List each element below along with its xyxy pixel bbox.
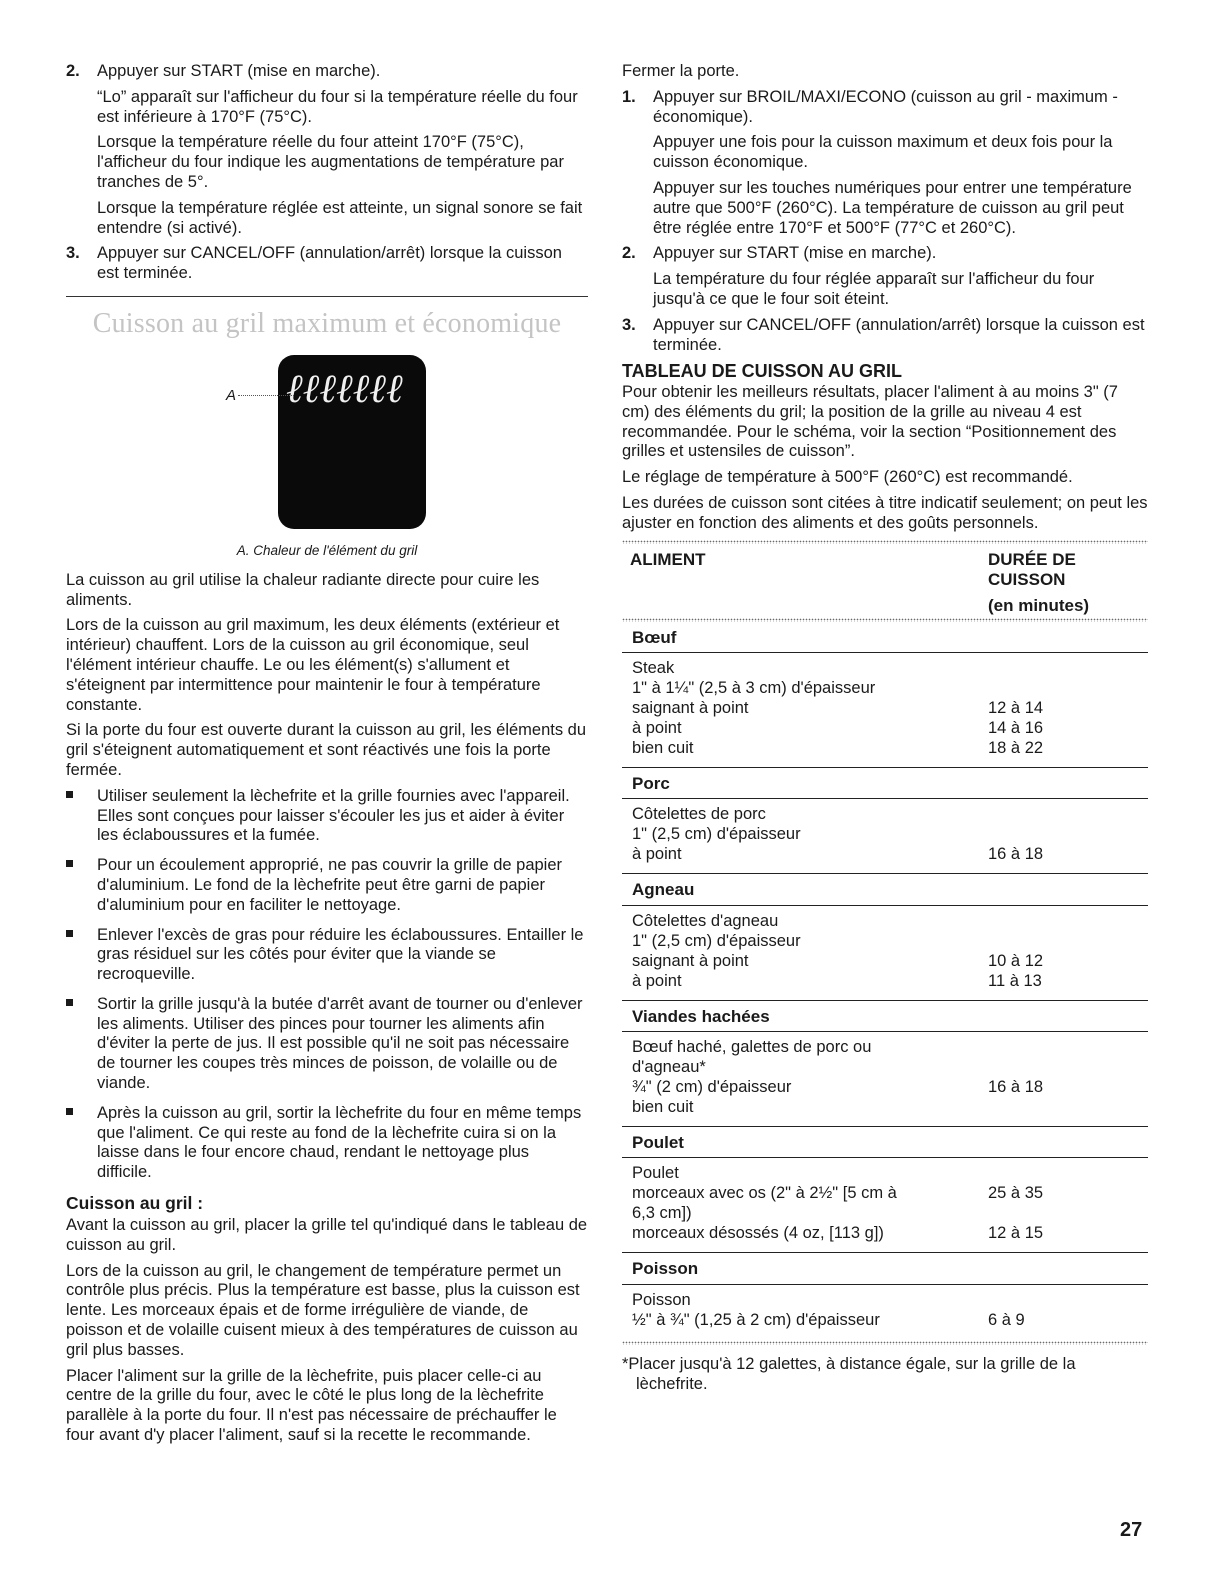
section-divider — [66, 296, 588, 297]
food-line: 1" à 1¼" (2,5 à 3 cm) d'épaisseur — [632, 678, 876, 697]
bullet-item — [66, 787, 588, 846]
step-text: Appuyer sur CANCEL/OFF (annulation/arrêt) lorsque la cuisson est terminée. — [653, 315, 1145, 354]
time-line — [988, 1204, 1148, 1224]
time-cell — [988, 805, 1148, 865]
table-intro: Les durées de cuisson sont citées à titre indicatif seulement; on peut les ajuster en fonction des aliments et des goûts personnels. — [622, 493, 1148, 532]
food-line: d'agneau* — [632, 1058, 706, 1077]
time-line — [988, 825, 1148, 845]
bullet-text: Après la cuisson au gril, sortir la lèchefrite du four en même temps que l'aliment. Ce qui reste au fond de la lèchefrite cuira si on la laisse dans le four encore chaud, rendant le nettoyage plus difficile. — [97, 1103, 582, 1182]
intro-paragraph: Lors de la cuisson au gril maximum, les deux éléments (extérieur et intérieur) chauffent. Lors de la cuisson au gril économique, seul l'élément intérieur chauffe. Le ou les élément(s) s'allument et s'éteignent par intermittence pour maintenir le four à température constante. — [66, 616, 560, 714]
bullet-item — [66, 856, 588, 915]
food-line: bien cuit — [632, 1098, 694, 1117]
time-line — [988, 1164, 1148, 1184]
food-cell — [632, 805, 988, 865]
outro-paragraph: Avant la cuisson au gril, placer la grille tel qu'indiqué dans le tableau de cuisson au gril. — [66, 1216, 588, 1254]
step-1 — [622, 88, 1148, 239]
broil-element-icon: ℓℓℓℓℓℓℓ — [286, 365, 403, 411]
outro-paragraph: Placer l'aliment sur la grille de la lèchefrite, puis placer celle-ci au centre de la grille du four, avec le côté le plus long de la lèchefrite parallèle à la porte du four. Il n'est pas nécessaire de préchauffer le four avant d'y placer l'aliment, sauf si la recette le recommande. — [66, 1366, 557, 1445]
table-category: Viandes hachées — [622, 1003, 1148, 1032]
food-line: Steak — [632, 658, 675, 677]
time-line — [988, 1038, 1148, 1058]
table-row — [622, 1158, 1148, 1253]
table-row — [622, 1285, 1148, 1339]
food-line: saignant à point — [632, 951, 749, 970]
square-bullet-icon — [66, 930, 73, 937]
table-row — [622, 653, 1148, 768]
food-line: à point — [632, 971, 682, 990]
time-line — [988, 679, 1148, 699]
food-line: à point — [632, 718, 682, 737]
step-3 — [622, 316, 1148, 356]
step-2 — [622, 244, 1148, 309]
close-door-text: Fermer la porte. — [622, 62, 740, 80]
bullet-item — [66, 926, 588, 985]
food-cell — [632, 659, 988, 759]
time-line — [988, 912, 1148, 932]
left-column — [66, 62, 588, 1452]
intro-paragraph: La cuisson au gril utilise la chaleur radiante directe pour cuire les aliments. — [66, 570, 540, 609]
column-header-time-line: CUISSON — [988, 569, 1066, 589]
step-detail: Lorsque la température réelle du four atteint 170°F (75°C), l'afficheur du four indique les augmentations de température par tranches de 5°. — [97, 133, 564, 191]
step-number: 2. — [66, 62, 80, 80]
time-line — [988, 932, 1148, 952]
food-line: morceaux avec os (2" à 2½" [5 cm à — [632, 1184, 897, 1203]
bullet-text: Enlever l'excès de gras pour réduire les éclaboussures. Entailler le gras résiduel sur les côtés pour éviter que la viande se recroqueville. — [97, 925, 584, 984]
food-line: Bœuf haché, galettes de porc ou — [632, 1038, 872, 1057]
step-detail: Lorsque la température réglée est atteinte, un signal sonore se fait entendre (si activé). — [97, 198, 583, 237]
food-line: à point — [632, 845, 682, 864]
table-category: Porc — [622, 770, 1148, 799]
food-line: morceaux désossés (4 oz, [113 g]) — [632, 1224, 884, 1243]
food-line: saignant à point — [632, 698, 749, 717]
time-line: 12 à 14 — [988, 698, 1044, 717]
time-cell — [988, 1038, 1148, 1118]
outro-paragraph: Lors de la cuisson au gril, le changement de température permet un contrôle plus précis. Plus la température est basse, plus la cuisson est lente. Les morceaux épais et de forme irrégulière de viande, de poisson et de volaille cuisent mieux à des températures de cuisson au gril plus basses. — [66, 1261, 580, 1359]
food-line: Poisson — [632, 1290, 691, 1309]
section-title: Cuisson au gril maximum et économique — [92, 307, 562, 339]
table-intro: Le réglage de température à 500°F (260°C) est recommandé. — [622, 468, 1073, 487]
table-body — [622, 624, 1148, 1339]
bullet-text: Pour un écoulement approprié, ne pas couvrir la grille de papier d'aluminium. Le fond de la lèchefrite peut être garni de papier d'aluminium pour en faciliter le nettoyage. — [97, 856, 563, 914]
step-text: Appuyer sur BROIL/MAXI/ECONO (cuisson au gril - maximum - économique). — [653, 87, 1118, 126]
table-row — [622, 799, 1148, 874]
bullet-text: Sortir la grille jusqu'à la butée d'arrêt avant de tourner ou d'enlever les aliments. Utiliser des pinces pour tourner les aliments afin d'éviter la perte de jus. Il est possible qu'il ne soit pas nécessaire de tourner les coupes très minces de poisson, de volaille ou de viande. — [97, 994, 583, 1093]
table-category: Poisson — [622, 1255, 1148, 1284]
time-line: 25 à 35 — [988, 1184, 1044, 1203]
food-line: 1" (2,5 cm) d'épaisseur — [632, 825, 801, 844]
food-line: Côtelettes d'agneau — [632, 911, 779, 930]
table-category: Agneau — [622, 876, 1148, 905]
column-header-time — [988, 550, 1076, 591]
broil-element-figure — [66, 351, 588, 541]
time-line — [988, 1098, 1148, 1118]
step-text: Appuyer sur CANCEL/OFF (annulation/arrêt) lorsque la cuisson est terminée. — [97, 244, 562, 283]
column-header-food: ALIMENT — [630, 549, 706, 569]
food-line: ½" à ¾" (1,25 à 2 cm) d'épaisseur — [632, 1310, 880, 1329]
food-line: bien cuit — [632, 738, 694, 757]
food-cell — [632, 912, 988, 992]
table-header — [622, 546, 1148, 616]
step-3 — [66, 244, 588, 284]
intro-paragraph: Si la porte du four est ouverte durant la cuisson au gril, les éléments du gril s'éteignent automatiquement et sont réactivés une fois la porte fermée. — [66, 721, 587, 779]
bullet-text: Utiliser seulement la lèchefrite et la grille fournies avec l'appareil. Elles sont conçues pour laisser s'écouler les jus et aider à éviter les éclaboussures et la fumée. — [97, 786, 570, 845]
table-bottom-rule — [622, 1341, 1148, 1345]
food-cell — [632, 1164, 988, 1244]
figure-caption: A. Chaleur de l'élément du gril — [236, 542, 418, 558]
time-cell — [988, 1291, 1148, 1331]
footnote-line: lèchefrite. — [636, 1374, 708, 1393]
step-2 — [66, 62, 588, 238]
step-detail: “Lo” apparaît sur l'afficheur du four si la température réelle du four est inférieure à 170°F (75°C). — [97, 87, 578, 126]
step-text: Appuyer sur START (mise en marche). — [653, 244, 937, 263]
square-bullet-icon — [66, 999, 73, 1006]
step-detail: Appuyer sur les touches numériques pour entrer une température autre que 500°F (260°C). La température de cuisson au gril peut être réglée entre 170°F et 500°F (77°C et 260°C). — [653, 178, 1132, 237]
time-line: 11 à 13 — [988, 971, 1042, 990]
table-row — [622, 1032, 1148, 1127]
right-column — [622, 62, 1148, 1394]
square-bullet-icon — [66, 860, 73, 867]
leader-line — [238, 395, 294, 396]
bullet-item — [66, 995, 588, 1094]
time-line: 10 à 12 — [988, 951, 1044, 970]
column-header-unit: (en minutes) — [988, 595, 1090, 615]
table-header-rule — [622, 618, 1148, 622]
time-line: 16 à 18 — [988, 845, 1044, 864]
time-line: 14 à 16 — [988, 718, 1044, 737]
table-title: TABLEAU DE CUISSON AU GRIL — [622, 361, 903, 382]
time-line — [988, 805, 1148, 825]
time-line: 12 à 15 — [988, 1224, 1044, 1243]
table-top-rule — [622, 540, 1148, 544]
column-header-time-line: DURÉE DE — [988, 549, 1076, 569]
figure-label-a: A — [226, 386, 237, 404]
table-category: Bœuf — [622, 624, 1148, 653]
bullet-item — [66, 1104, 588, 1183]
time-line — [988, 1291, 1148, 1311]
time-cell — [988, 912, 1148, 992]
time-line: 18 à 22 — [988, 738, 1044, 757]
footnote-line: *Placer jusqu'à 12 galettes, à distance égale, sur la grille de la — [622, 1354, 1076, 1373]
time-line: 6 à 9 — [988, 1310, 1025, 1329]
food-line: 1" (2,5 cm) d'épaisseur — [632, 931, 801, 950]
time-line: 16 à 18 — [988, 1078, 1044, 1097]
step-number: 2. — [622, 244, 636, 263]
time-line — [988, 1058, 1148, 1078]
step-number: 1. — [622, 87, 636, 106]
time-line — [988, 659, 1148, 679]
food-line: Poulet — [632, 1164, 679, 1183]
step-text: Appuyer sur START (mise en marche). — [97, 62, 381, 80]
food-line: Côtelettes de porc — [632, 805, 766, 824]
food-cell — [632, 1291, 988, 1331]
step-number: 3. — [66, 244, 80, 263]
page-number: 27 — [1120, 1519, 1143, 1541]
square-bullet-icon — [66, 791, 73, 798]
table-row — [622, 906, 1148, 1001]
table-intro: Pour obtenir les meilleurs résultats, placer l'aliment à au moins 3" (7 cm) des éléments du gril; la position de la grille au niveau 4 est recommandée. Pour le schéma, voir la section “Positionnement des grilles et ustensiles de cuisson”. — [622, 382, 1118, 461]
step-number: 3. — [622, 315, 636, 334]
food-line: 6,3 cm]) — [632, 1204, 692, 1223]
food-cell — [632, 1038, 988, 1118]
food-line: ¾" (2 cm) d'épaisseur — [632, 1078, 792, 1097]
time-cell — [988, 1164, 1148, 1244]
square-bullet-icon — [66, 1108, 73, 1115]
table-category: Poulet — [622, 1129, 1148, 1158]
subheading: Cuisson au gril : — [66, 1193, 204, 1214]
table-footnote — [622, 1355, 1148, 1395]
step-detail: Appuyer une fois pour la cuisson maximum et deux fois pour la cuisson économique. — [653, 133, 1113, 172]
step-detail: La température du four réglée apparaît sur l'afficheur du four jusqu'à ce que le four soit éteint. — [653, 270, 1095, 308]
time-cell — [988, 659, 1148, 759]
